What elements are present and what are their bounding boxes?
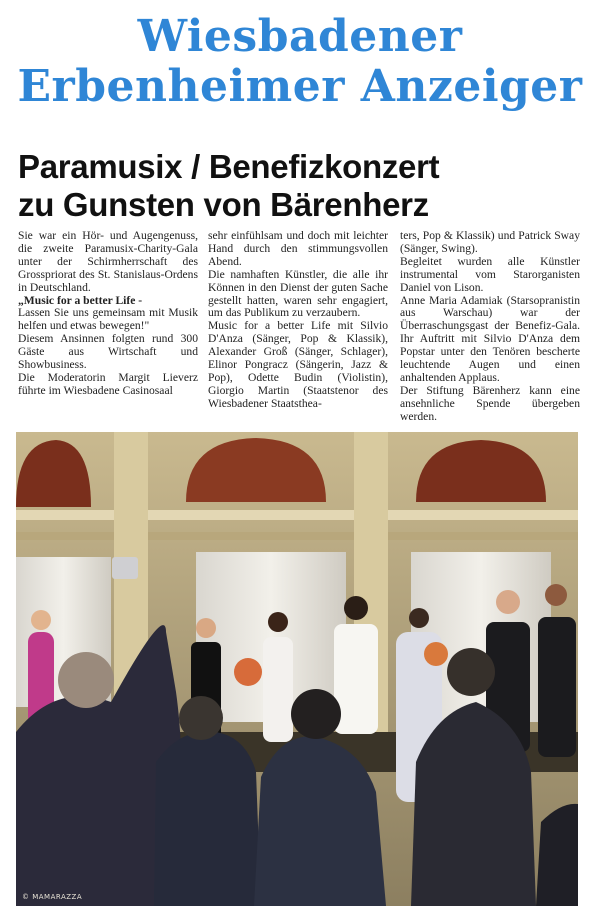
article-headline [18,148,588,224]
article-column-1 [18,230,198,398]
paragraph: Der Stiftung Bärenherz kann eine ansehnliche Spende übergeben werden. [400,383,580,423]
photo-credit: © MAMARAZZA [22,893,83,901]
masthead-line-1: Wiesbadener [137,11,463,62]
paragraph: Die namhaften Künstler, die alle ihr Können in den Dienst der guten Sache gestellt hatten, waren sehr engagiert, um das Publikum zu verzaubern. [208,267,388,320]
paragraph: Sie war ein Hör- und Augengenuss, die zweite Paramusix-Charity-Gala unter der Schirmherrschaft des Grosspriorat des St. Stanislaus-Ordens in Deutschland. [18,229,198,294]
concert-photo [16,432,578,906]
paragraph: Begleitet wurden alle Künstler instrumental vom Starorganisten Daniel von Lison. [400,254,580,294]
headline-line-1: Paramusix / Benefizkonzert [18,148,440,185]
headline-line-2: zu Gunsten von Bärenherz [18,186,429,223]
motto-bold: „Music for a better Life - [18,293,143,307]
masthead-line-2: Erbenheimer Anzeiger [17,61,583,112]
paragraph: Music for a better Life mit Silvio D'Anza (Sänger, Pop & Klassik), Alexander Groß (Sänger, Schlager), Elinor Pongracz (Sängerin, Jazz & Pop), Odette Budin (Violistin), Giorgio Martin (Staatstenor des Wiesbadener Staatsthea- [208,319,388,410]
article-column-2 [208,230,388,411]
paragraph: Diesem Ansinnen folgten rund 300 Gäste aus Wirtschaft und Showbusiness. [18,332,198,372]
paragraph: Die Moderatorin Margit Lieverz führte im Wiesbadene Casinosaal [18,370,198,397]
paragraph: ters, Pop & Klassik) und Patrick Sway (Sänger, Swing). [400,229,580,255]
paragraph: sehr einfühlsam und doch mit leichter Hand durch den stimmungsvollen Abend. [208,229,388,268]
paragraph [18,295,198,334]
motto-text: Lassen Sie uns gemeinsam mit Musik helfen und etwas bewegen!" [18,306,198,333]
concert-photo-illustration [16,432,578,906]
article-body [18,230,588,430]
paragraph: Anne Maria Adamiak (Starsopranistin aus Warschau) war der Überraschungsgast der Benefiz-Gala. Ihr Auftritt mit Silvio D'Anza dem Popstar unter den Tenören bescherte leuchtende Augen und einen anhaltenden Applaus. [400,293,580,384]
article-column-3 [400,230,580,424]
newspaper-masthead [0,12,600,112]
